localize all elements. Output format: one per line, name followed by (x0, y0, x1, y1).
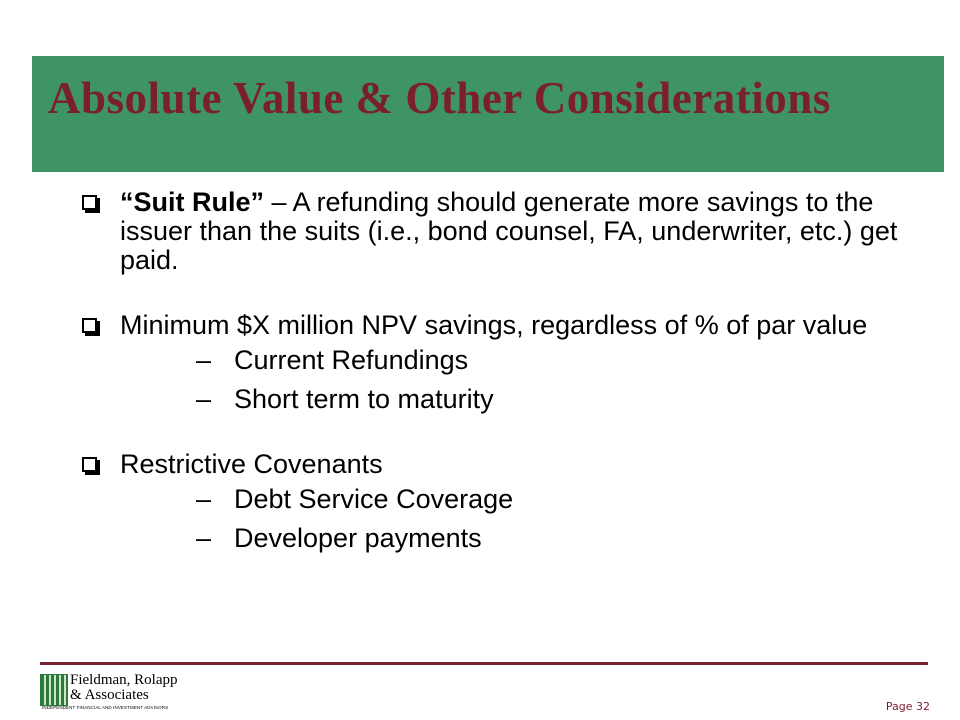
sub-item-text: Debt Service Coverage (234, 484, 514, 514)
sub-item-text: Developer payments (234, 523, 482, 553)
bullet-text: – A refunding should generate more savings to the issuer than the suits (i.e., bond counsel, FA, underwriter, etc.) get paid. (120, 187, 898, 275)
sub-list (120, 346, 932, 414)
bullet-text: Restrictive Covenants (120, 449, 383, 479)
bullet-bold-lead: “Suit Rule” (120, 187, 265, 217)
bullet-suit-rule (82, 188, 932, 275)
sub-item: – Current Refundings (196, 345, 469, 375)
bullet-restrictive-covenants (82, 450, 932, 553)
sub-item-text: Current Refundings (234, 345, 469, 375)
checkbox-bullet-icon (82, 318, 97, 333)
slide-title: Absolute Value & Other Considerations (48, 73, 831, 123)
sub-item: – Debt Service Coverage (196, 484, 514, 514)
company-logo (40, 671, 220, 711)
bullet-text: Minimum $X million NPV savings, regardless of % of par value (120, 310, 868, 340)
slide-content (82, 188, 932, 589)
bullet-minimum-savings (82, 311, 932, 414)
sub-item: – Short term to maturity (196, 384, 494, 414)
logo-name-line1: Fieldman, Rolapp (70, 672, 178, 688)
title-bar (32, 56, 944, 172)
logo-tagline: INDEPENDENT FINANCIAL AND INVESTMENT ADVISORS (42, 705, 169, 710)
logo-name-line2: & Associates (70, 687, 149, 703)
checkbox-bullet-icon (82, 195, 97, 210)
page-number: Page 32 (885, 700, 930, 713)
sub-item: – Developer payments (196, 523, 482, 553)
checkbox-bullet-icon (82, 457, 97, 472)
footer-rule (40, 662, 928, 665)
sub-list (120, 485, 932, 553)
sub-item-text: Short term to maturity (234, 384, 494, 414)
company-logo-icon (40, 674, 68, 706)
